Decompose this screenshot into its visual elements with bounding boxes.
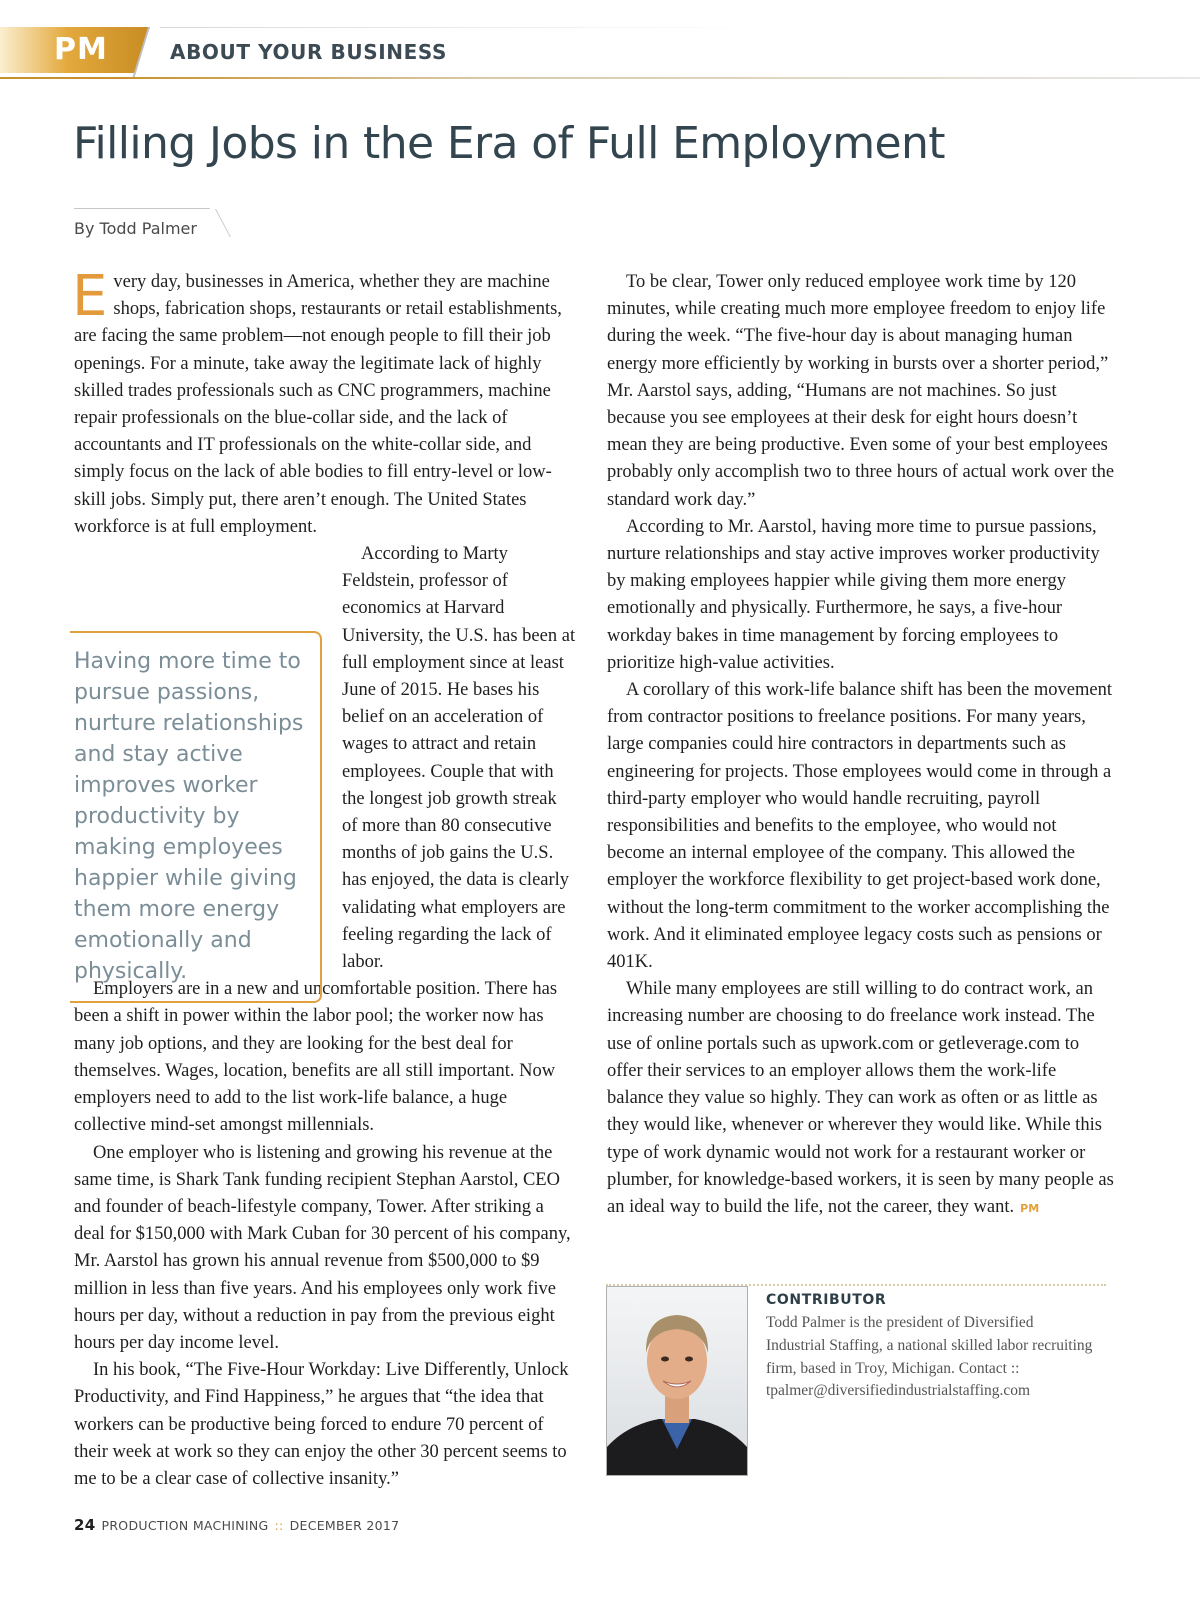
paragraph-text: very day, businesses in America, whether they are machine shops, fabrication shops, restaurants or retail establishments, are facing the same problem—not enough people to fill their job openings. For a minute, take away the legitimate lack of highly skilled trades professionals such as CNC programmers, machine repair professionals on the blue-collar side, and the lack of accountants and IT professionals on the white-collar side, and simply focus on the lack of able bodies to fill entry-level or low-skill jobs. Simply put, there aren’t enough. The United States workforce is at full employment. bbox=[74, 272, 562, 537]
right-column bbox=[607, 269, 1117, 1222]
paragraph: One employer who is listening and growing his revenue at the same time, is Shark Tank funding recipient Stephan Aarstol, CEO and founder of beach-lifestyle company, Tower. After striking a deal for $150,000 with Mark Cuban for 30 percent of his company, Mr. Aarstol has grown his annual revenue from $500,000 to $9 million in less than five years. And his employees only work five hours per day, without a reduction in pay from the previous eight hours per day income level. bbox=[74, 1142, 571, 1353]
paragraph: To be clear, Tower only reduced employee work time by 120 minutes, while creating much more employee freedom to enjoy life during the week. “The five-hour day is about managing human energy more efficiently by working in bursts over a shorter period,” Mr. Aarstol says, adding, “Humans are not machines. So just because you see employees at their desk for eight hours doesn’t mean they are being productive. Even some of your best employees probably only accomplish two to three hours of actual work over the standard work day.” bbox=[607, 272, 1115, 510]
article-title: Filling Jobs in the Era of Full Employment bbox=[73, 118, 945, 169]
contributor-bio: Todd Palmer is the president of Diversified Industrial Staffing, a national skilled labor recruiting firm, based in Troy, Michigan. Contact :: tpalmer@diversifiedindustrialstaffing.com bbox=[766, 1314, 1093, 1400]
header-top-rule bbox=[160, 27, 760, 28]
publication-name: PRODUCTION MACHINING bbox=[101, 1518, 269, 1533]
paragraph-text: According to Marty Feldstein, professor of economics at Harvard University, the U.S. has been at full employment since at least June of 2015. He bases his belief on an acceleration of wages to attract and retain employees. Couple that with the longest job growth streak of more than 80 consecutive months of job gains the U.S. has enjoyed, the data is clearly validating what employers are feeling regarding the lack of labor. bbox=[342, 544, 576, 973]
byline-tick bbox=[215, 209, 231, 237]
page-footer bbox=[74, 1516, 399, 1534]
end-mark: PM bbox=[1020, 1201, 1040, 1215]
paragraph: In his book, “The Five-Hour Workday: Live Differently, Unlock Productivity, and Find Happiness,” he argues that “the idea that workers can be productive being forced to endure 70 percent of their week at work so they can enjoy the other 30 percent seems to me to be a clear case of collective insanity.” bbox=[74, 1360, 569, 1489]
paragraph: A corollary of this work-life balance shift has been the movement from contractor positions to freelance positions. For many years, large companies could hire contractors in departments such as engineering for projects. Those employees would come in through a third-party employer who would handle recruiting, payroll responsibilities and benefits to the employee, who would not become an internal employee of the company. This allowed the employer the workforce flexibility to get project-based work done, without the long-term commitment to the worker accomplishing the work. And it eliminated employee legacy costs such as pensions or 401K. bbox=[607, 680, 1112, 973]
issue-date: DECEMBER 2017 bbox=[289, 1518, 400, 1533]
paragraph bbox=[607, 976, 1117, 1222]
pull-quote: Having more time to pursue passions, nurture relationships and stay active improves worker productivity by making employees happier while giving them more energy emotionally and physically. bbox=[74, 649, 304, 984]
footer-separator: :: bbox=[274, 1518, 284, 1533]
paragraph-text: While many employees are still willing to do contract work, an increasing number are choosing to do freelance work instead. The use of online portals such as upwork.com or getleverage.com to offer their services to an employer allows them the work-life balance they value so highly. They can work as often or as little as they would like, whenever or wherever they would like. While this type of work dynamic would not work for a restaurant worker or plumber, for knowledge-based workers, it is seen by many people as an ideal way to build the life, not the career, they want. bbox=[607, 979, 1114, 1217]
author-photo bbox=[606, 1286, 748, 1476]
drop-cap: E bbox=[72, 264, 108, 329]
byline: By Todd Palmer bbox=[74, 219, 197, 238]
paragraph bbox=[72, 264, 576, 541]
byline-rule bbox=[74, 208, 210, 209]
author-portrait-icon bbox=[607, 1287, 747, 1475]
contributor-heading: CONTRIBUTOR bbox=[766, 1292, 887, 1308]
pm-logo: PM bbox=[54, 32, 108, 67]
paragraph: Employers are in a new and uncomfortable position. There has been a shift in power within the labor pool; the worker now has many job options, and they are looking for the best deal for themselves. Wages, location, benefits are all still important. Now employers need to add to the list work-life balance, a huge collective mind-set amongst millennials. bbox=[74, 979, 558, 1136]
page-number: 24 bbox=[74, 1516, 96, 1534]
section-label: ABOUT YOUR BUSINESS bbox=[170, 40, 447, 64]
paragraph: According to Mr. Aarstol, having more time to pursue passions, nurture relationships and stay active improves worker productivity by making employees happier while giving them more energy emotionally and physically. Furthermore, he says, a five-hour workday bakes in time management by forcing employees to prioritize high-value activities. bbox=[607, 516, 1100, 673]
header-rule bbox=[0, 77, 1200, 79]
